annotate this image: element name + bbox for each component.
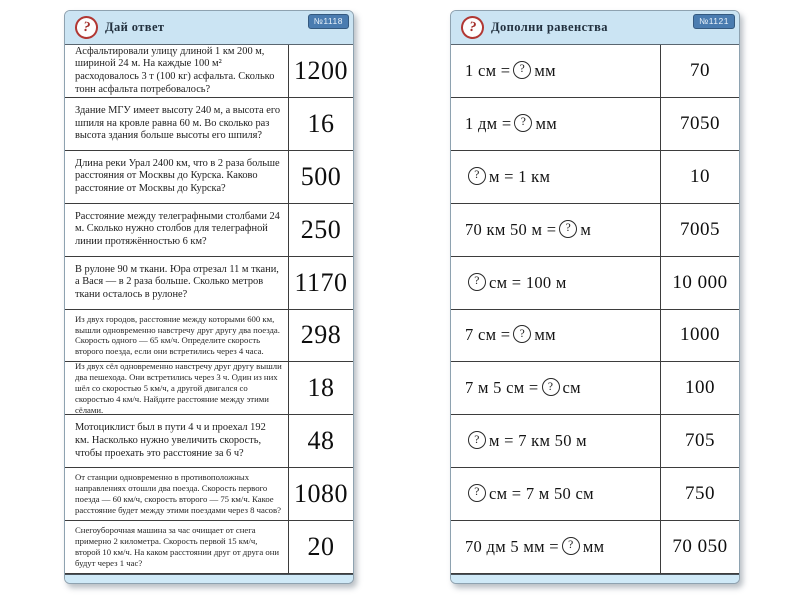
answer-cell: 750: [660, 468, 739, 520]
problems-table: [65, 45, 353, 574]
answer-cell: 70: [660, 45, 739, 97]
question-mark-icon: ?: [73, 14, 100, 41]
circled-question-icon: ?: [514, 114, 532, 132]
circled-question-icon: ?: [542, 378, 560, 396]
table-row: [451, 521, 739, 574]
table-row: [451, 310, 739, 363]
equations-card: [450, 10, 740, 584]
table-row: [65, 45, 353, 98]
answer-cell: 10: [660, 151, 739, 203]
equation-pre: 7 м 5 см =: [465, 378, 539, 398]
table-row: [65, 98, 353, 151]
equation-post: мм: [534, 325, 556, 345]
circled-question-icon: ?: [468, 484, 486, 502]
answer-cell: 250: [288, 204, 353, 256]
answer-cell: 16: [288, 98, 353, 150]
equation-cell: [451, 257, 660, 309]
card-header: [451, 11, 739, 45]
footer-strip: [65, 574, 353, 583]
equation-post: см = 100 м: [489, 272, 567, 292]
answer-cell: 48: [288, 415, 353, 467]
footer-strip: [451, 574, 739, 583]
question-cell: От станции одновременно в противоположных направлениях отошли два поезда. Скорость первого поезда — 60 км/ч, скорость второго — 75 км/ч. Какое расстояние будет между этими поездами через 8 часов?: [75, 472, 281, 516]
equation-post: мм: [582, 537, 605, 557]
equation-post: мм: [535, 113, 557, 133]
equation-cell: [451, 362, 660, 414]
table-row: [451, 45, 739, 98]
word-problems-card: [64, 10, 354, 584]
card-title: Дополни равенства: [491, 20, 608, 34]
equation-cell: [451, 204, 660, 256]
equation-post: м: [580, 219, 592, 239]
equation-post: см = 7 м 50 см: [489, 484, 594, 504]
answer-cell: 20: [288, 521, 353, 573]
answer-cell: 10 000: [660, 257, 739, 309]
answer-cell: 500: [288, 151, 353, 203]
circled-question-icon: ?: [468, 273, 486, 291]
table-row: [451, 362, 739, 415]
table-row: [65, 468, 353, 521]
equation-pre: 7 см =: [465, 325, 511, 345]
question-cell: Асфальтировали улицу длиной 1 км 200 м, шириной 24 м. На каждые 100 м² расходовалось 3 т (100 кг) асфальта. Сколько тонн асфальта потребовалось?: [75, 45, 275, 95]
equation-post: м = 7 км 50 м: [489, 431, 587, 451]
question-cell: Снегоуборочная машина за час очищает от снега примерно 2 километра. Скорость первой 15 км/ч, второй 10 км/ч. На каком расстоянии друг от друга они будут через 1 час?: [75, 525, 280, 568]
table-row: [65, 257, 353, 310]
equation-cell: [451, 521, 660, 573]
answer-cell: 298: [288, 310, 353, 362]
circled-question-icon: ?: [468, 167, 486, 185]
answer-cell: 70 050: [660, 521, 739, 573]
table-row: [65, 362, 353, 415]
question-cell: Из двух городов, расстояние между которыми 600 км, вышли одновременно навстречу друг другу два поезда. Скорость одного — 65 км/ч. Определите скорость второго поезда, если они встретились через 4 часа.: [75, 313, 280, 357]
card-header: [65, 11, 353, 45]
equation-post: мм: [534, 60, 556, 80]
question-cell: Расстояние между телеграфными столбами 24 м. Сколько нужно столбов для телеграфной линии протяжённостью 6 км?: [75, 210, 280, 248]
equations-table: [451, 45, 739, 574]
table-row: [65, 521, 353, 574]
question-cell: Длина реки Урал 2400 км, что в 2 раза больше расстояния от Москвы до Курска. Каково расстояние от Москвы до Курска?: [75, 157, 280, 195]
card-number-badge: №1121: [693, 14, 735, 29]
answer-cell: 1200: [288, 45, 353, 97]
answer-cell: 1080: [288, 468, 353, 520]
table-row: [451, 257, 739, 310]
equation-cell: [451, 415, 660, 467]
answer-cell: 7005: [660, 204, 739, 256]
equation-cell: [451, 310, 660, 362]
table-row: [65, 151, 353, 204]
table-row: [65, 204, 353, 257]
card-title: Дай ответ: [105, 20, 165, 34]
equation-pre: 70 км 50 м =: [465, 219, 557, 239]
table-row: [65, 415, 353, 468]
equation-cell: [451, 151, 660, 203]
equation-post: м = 1 км: [489, 166, 551, 186]
table-row: [451, 468, 739, 521]
answer-cell: 1170: [288, 257, 353, 309]
equation-pre: 1 см =: [465, 60, 511, 80]
equation-cell: [451, 98, 660, 150]
answer-cell: 100: [660, 362, 739, 414]
equation-post: см: [562, 378, 581, 398]
equation-pre: 1 дм =: [465, 113, 512, 133]
answer-cell: 1000: [660, 310, 739, 362]
question-cell: Из двух сёл одновременно навстречу друг другу вышли два пешехода. Они встретились через 3 ч. Один из них шёл со скоростью 5 км/ч, а другой двигался со скоростью 4 км/ч. Найдите расстояние между этими сёлами.: [75, 361, 282, 415]
answer-cell: 18: [288, 362, 353, 414]
question-cell: Здание МГУ имеет высоту 240 м, а высота его шпиля на кровле равна 60 м. Во сколько раз высота здания больше высоты его шпиля?: [75, 104, 281, 142]
equation-cell: [451, 468, 660, 520]
circled-question-icon: ?: [559, 220, 577, 238]
circled-question-icon: ?: [562, 537, 580, 555]
equation-cell: [451, 45, 660, 97]
question-cell: В рулоне 90 м ткани. Юра отрезал 11 м ткани, а Вася — в 2 раза больше. Сколько метров ткани осталось в рулоне?: [75, 263, 279, 300]
circled-question-icon: ?: [513, 61, 531, 79]
table-row: [451, 415, 739, 468]
card-number-badge: №1118: [308, 14, 349, 29]
question-mark-icon: ?: [459, 14, 486, 41]
answer-cell: 7050: [660, 98, 739, 150]
table-row: [451, 151, 739, 204]
table-row: [451, 98, 739, 151]
circled-question-icon: ?: [468, 431, 486, 449]
table-row: [65, 310, 353, 363]
table-row: [451, 204, 739, 257]
equation-pre: 70 дм 5 мм =: [465, 537, 559, 557]
question-cell: Мотоциклист был в пути 4 ч и проехал 192 км. Насколько нужно увеличить скорость, чтобы проехать это расстояние за 6 ч?: [75, 422, 266, 459]
answer-cell: 705: [660, 415, 739, 467]
circled-question-icon: ?: [513, 325, 531, 343]
